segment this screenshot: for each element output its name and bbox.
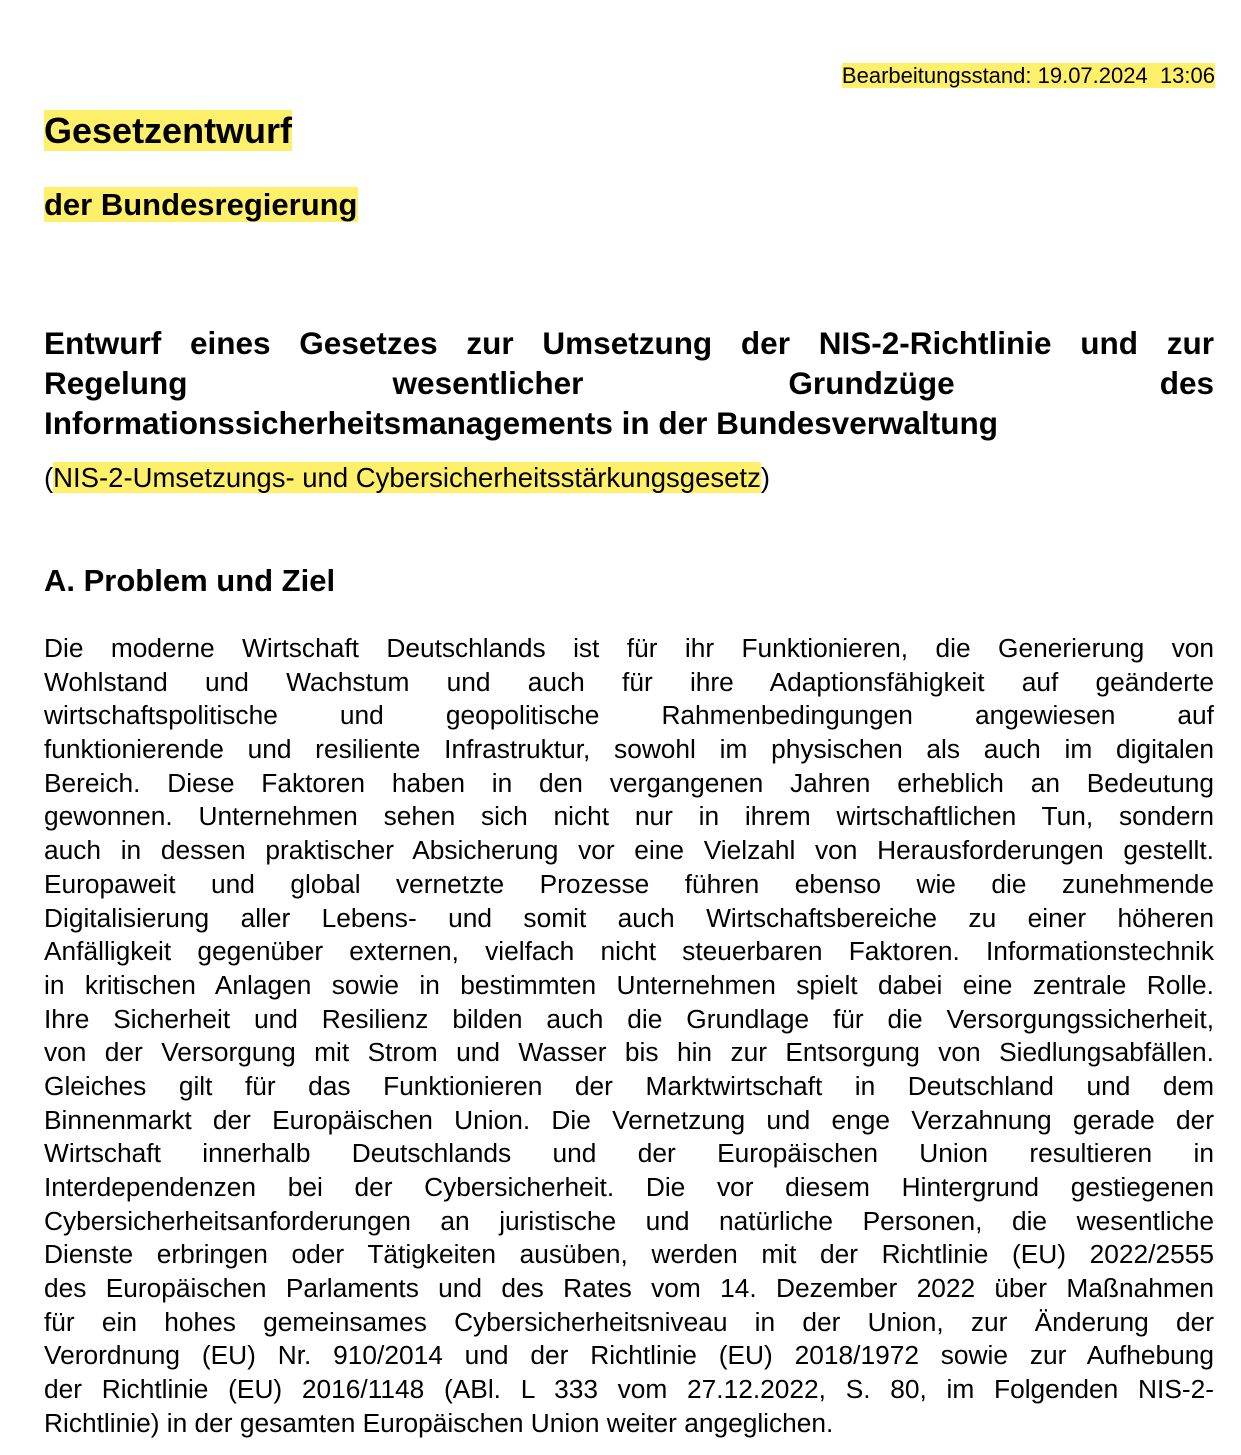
paragraph-line: von der Versorgung mit Strom und Wasser bis hin zur Entsorgung von Siedlungsabfällen. <box>44 1037 1214 1068</box>
short-title <box>44 460 770 496</box>
issuer-text: der Bundesregierung <box>44 187 358 222</box>
paragraph-line: auch in dessen praktischer Absicherung vor eine Vielzahl von Herausforderungen gestellt. <box>44 835 1214 866</box>
section-a-paragraph <box>44 632 1214 1441</box>
paragraph-line: Interdependenzen bei der Cybersicherheit. Die vor diesem Hintergrund gestiegenen <box>44 1172 1214 1202</box>
paragraph-line: Gleiches gilt für das Funktionieren der Marktwirtschaft in Deutschland und dem <box>44 1070 1214 1101</box>
paragraph-line: Wohlstand und Wachstum und auch für ihre Adaptionsfähigkeit auf geänderte <box>44 666 1214 697</box>
paragraph-line: Europaweit und global vernetzte Prozesse führen ebenso wie die zunehmende <box>44 868 1214 899</box>
paragraph-line: des Europäischen Parlaments und des Rates vom 14. Dezember 2022 über Maßnahmen <box>44 1273 1214 1304</box>
paragraph-line: für ein hohes gemeinsames Cybersicherheitsniveau in der Union, zur Änderung der <box>44 1306 1214 1337</box>
paragraph-line: Ihre Sicherheit und Resilienz bilden auch die Grundlage für die Versorgungssicherheit, <box>44 1003 1214 1034</box>
paragraph-line: Verordnung (EU) Nr. 910/2014 und der Richtlinie (EU) 2018/1972 sowie zur Aufhebung <box>44 1340 1214 1371</box>
processing-status-text: Bearbeitungsstand: 19.07.2024 13:06 <box>841 63 1215 88</box>
paragraph-line: der Richtlinie (EU) 2016/1148 (ABl. L 333 vom 27.12.2022, S. 80, im Folgenden NIS-2- <box>44 1374 1214 1405</box>
law-title-line: Regelung wesentlicher Grundzüge des <box>44 365 1214 401</box>
paragraph-line: Dienste erbringen oder Tätigkeiten ausüben, werden mit der Richtlinie (EU) 2022/2555 <box>44 1239 1214 1270</box>
document-type-heading <box>44 109 292 153</box>
paragraph-line: in kritischen Anlagen sowie in bestimmten Unternehmen spielt dabei eine zentrale Rolle. <box>44 969 1214 1000</box>
law-title <box>44 323 1214 443</box>
paragraph-line: Die moderne Wirtschaft Deutschlands ist für ihr Funktionieren, die Generierung von <box>44 633 1214 663</box>
paragraph-line: Digitalisierung aller Lebens- und somit auch Wirtschaftsbereiche zu einer höheren <box>44 902 1214 933</box>
issuer-heading <box>44 186 358 224</box>
paragraph-line: gewonnen. Unternehmen sehen sich nicht nur in ihrem wirtschaftlichen Tun, sondern <box>44 801 1214 832</box>
document-type-text: Gesetzentwurf <box>44 110 293 151</box>
paragraph-line: wirtschaftspolitische und geopolitische Rahmenbedingungen angewiesen auf <box>44 700 1214 731</box>
law-title-line: Entwurf eines Gesetzes zur Umsetzung der NIS-2-Richtlinie und zur <box>44 325 1214 361</box>
section-a-heading: A. Problem und Ziel <box>44 563 336 598</box>
short-title-open-paren: ( <box>44 462 54 493</box>
paragraph-line: Cybersicherheitsanforderungen an juristische und natürliche Personen, die wesentliche <box>44 1205 1214 1236</box>
paragraph-line: funktionierende und resiliente Infrastruktur, sowohl im physischen als auch im digitalen <box>44 734 1214 765</box>
paragraph-line: Bereich. Diese Faktoren haben in den vergangenen Jahren erheblich an Bedeutung <box>44 767 1214 798</box>
paragraph-line: Binnenmarkt der Europäischen Union. Die Vernetzung und enge Verzahnung gerade der <box>44 1104 1214 1135</box>
paragraph-line: Anfälligkeit gegenüber externen, vielfach nicht steuerbaren Faktoren. Informationstechnik <box>44 936 1214 967</box>
paragraph-line: Richtlinie) in der gesamten Europäischen Union weiter angeglichen. <box>44 1407 834 1438</box>
short-title-name: NIS-2-Umsetzungs- und Cybersicherheitsstärkungsgesetz <box>53 462 761 493</box>
law-title-line: Informationssicherheitsmanagements in der Bundesverwaltung <box>44 405 998 441</box>
short-title-close-paren: ) <box>760 462 770 493</box>
processing-status <box>817 34 1215 118</box>
paragraph-line: Wirtschaft innerhalb Deutschlands und der Europäischen Union resultieren in <box>44 1138 1214 1169</box>
